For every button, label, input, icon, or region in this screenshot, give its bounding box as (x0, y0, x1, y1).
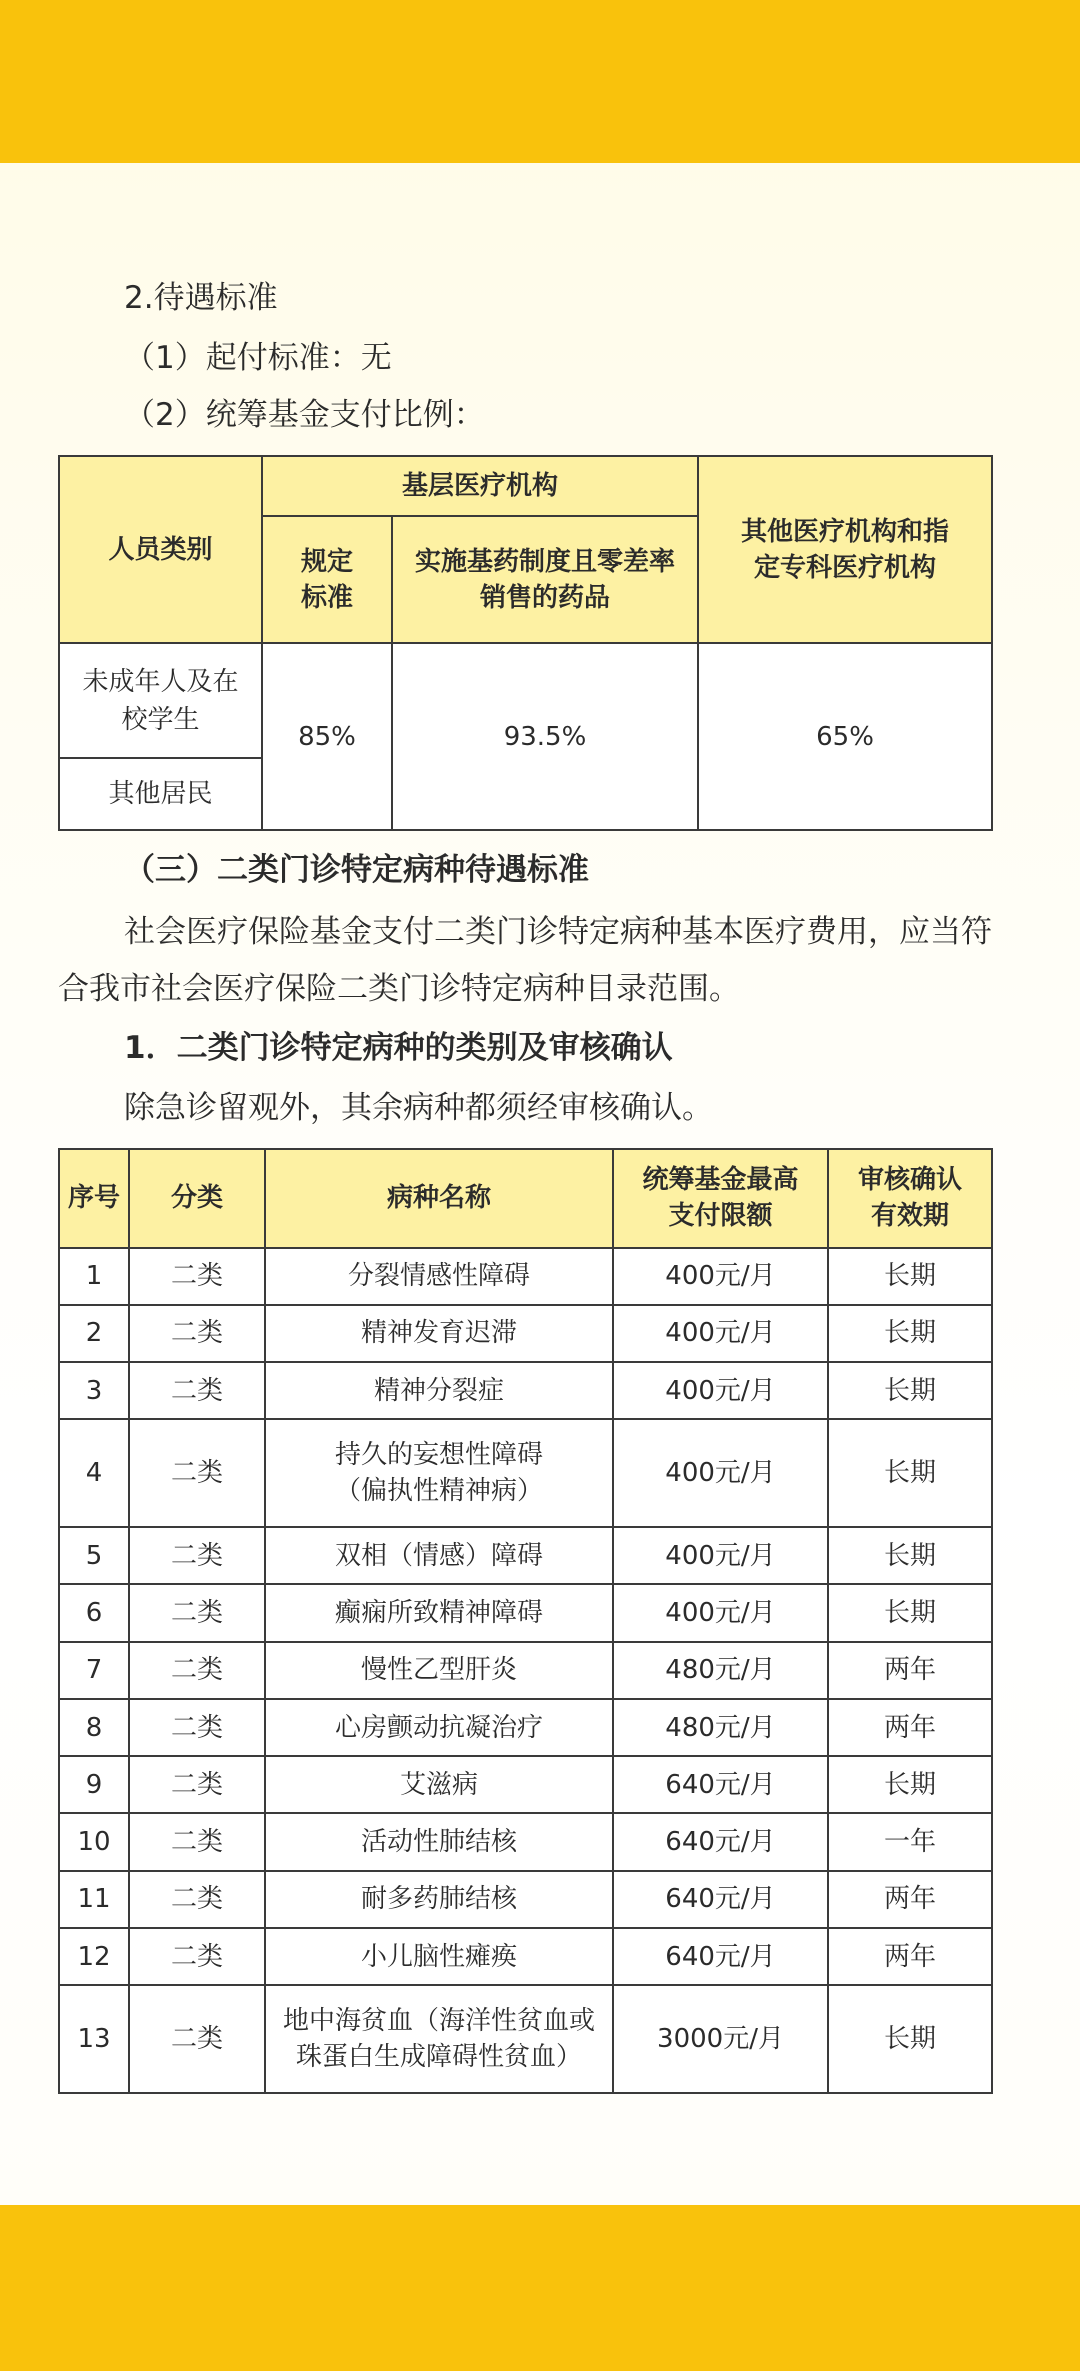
cell-disease: 艾滋病 (265, 1756, 613, 1813)
header-standard: 规定标准 (262, 516, 392, 643)
cell-class: 二类 (129, 1985, 265, 2093)
section-heading-benefit-standard: 2.待遇标准 (124, 280, 278, 316)
cell-disease: 精神发育迟滞 (265, 1305, 613, 1362)
cell-limit: 640元/月 (613, 1928, 828, 1985)
cell-index: 8 (59, 1699, 129, 1756)
cell-index: 11 (59, 1871, 129, 1928)
cell-class: 二类 (129, 1756, 265, 1813)
cell-limit: 480元/月 (613, 1642, 828, 1699)
cell-class: 二类 (129, 1248, 265, 1305)
header-other-institution: 其他医疗机构和指定专科医疗机构 (698, 456, 992, 643)
payment-ratio-table (58, 455, 993, 831)
cell-validity: 两年 (828, 1642, 992, 1699)
cell-class: 二类 (129, 1642, 265, 1699)
cell-validity: 长期 (828, 1756, 992, 1813)
section-heading-category2: （三）二类门诊特定病种待遇标准 (124, 852, 589, 888)
cell-index: 6 (59, 1584, 129, 1641)
cell-class: 二类 (129, 1813, 265, 1870)
subheading-category-review: 1．二类门诊特定病种的类别及审核确认 (124, 1030, 673, 1066)
header-max-payment: 统筹基金最高支付限额 (613, 1149, 828, 1248)
cell-class: 二类 (129, 1305, 265, 1362)
value-essential: 93.5% (392, 643, 698, 830)
cell-index: 9 (59, 1756, 129, 1813)
cell-class: 二类 (129, 1699, 265, 1756)
cell-class: 二类 (129, 1584, 265, 1641)
cell-disease: 持久的妄想性障碍（偏执性精神病） (265, 1419, 613, 1527)
cell-limit: 400元/月 (613, 1248, 828, 1305)
header-person-category: 人员类别 (59, 456, 262, 643)
cell-validity: 长期 (828, 1527, 992, 1584)
cell-validity: 长期 (828, 1305, 992, 1362)
section-paragraph: 社会医疗保险基金支付二类门诊特定病种基本医疗费用，应当符合我市社会医疗保险二类门诊特定病种目录范围。 (58, 914, 992, 1007)
table-row (59, 1527, 992, 1584)
disease-list-table (58, 1148, 993, 2094)
cell-limit: 3000元/月 (613, 1985, 828, 2093)
cell-index: 10 (59, 1813, 129, 1870)
cell-index: 1 (59, 1248, 129, 1305)
table-row (59, 1871, 992, 1928)
table-row (59, 1985, 992, 2093)
cell-disease: 双相（情感）障碍 (265, 1527, 613, 1584)
table-row (59, 1813, 992, 1870)
cell-validity: 两年 (828, 1699, 992, 1756)
review-requirement-text: 除急诊留观外，其余病种都须经审核确认。 (124, 1090, 713, 1126)
table-row (59, 1928, 992, 1985)
cell-limit: 640元/月 (613, 1756, 828, 1813)
top-banner (0, 0, 1080, 163)
cell-validity: 长期 (828, 1362, 992, 1419)
payment-ratio-line: （2）统筹基金支付比例： (124, 397, 485, 433)
cell-disease: 耐多药肺结核 (265, 1871, 613, 1928)
header-disease-name: 病种名称 (265, 1149, 613, 1248)
table-row (59, 1419, 992, 1527)
cell-validity: 两年 (828, 1928, 992, 1985)
table-row (59, 1584, 992, 1641)
table-row (59, 1305, 992, 1362)
table-row (59, 1248, 992, 1305)
cell-validity: 长期 (828, 1248, 992, 1305)
cell-limit: 400元/月 (613, 1419, 828, 1527)
table-row (59, 1362, 992, 1419)
cell-index: 4 (59, 1419, 129, 1527)
cell-validity: 一年 (828, 1813, 992, 1870)
cell-disease: 慢性乙型肝炎 (265, 1642, 613, 1699)
value-standard: 85% (262, 643, 392, 830)
cell-index: 12 (59, 1928, 129, 1985)
table-row (59, 1699, 992, 1756)
cell-index: 7 (59, 1642, 129, 1699)
cell-limit: 480元/月 (613, 1699, 828, 1756)
row-minors-students: 未成年人及在校学生 (59, 643, 262, 758)
cell-disease: 心房颤动抗凝治疗 (265, 1699, 613, 1756)
cell-disease: 癫痫所致精神障碍 (265, 1584, 613, 1641)
cell-validity: 两年 (828, 1871, 992, 1928)
table-row (59, 1642, 992, 1699)
cell-disease: 地中海贫血（海洋性贫血或珠蛋白生成障碍性贫血） (265, 1985, 613, 2093)
header-index: 序号 (59, 1149, 129, 1248)
cell-class: 二类 (129, 1362, 265, 1419)
cell-disease: 精神分裂症 (265, 1362, 613, 1419)
cell-limit: 400元/月 (613, 1305, 828, 1362)
deductible-line: （1）起付标准：无 (124, 340, 392, 376)
value-other: 65% (698, 643, 992, 830)
header-essential-drugs: 实施基药制度且零差率销售的药品 (392, 516, 698, 643)
cell-limit: 400元/月 (613, 1362, 828, 1419)
cell-validity: 长期 (828, 1985, 992, 2093)
cell-class: 二类 (129, 1419, 265, 1527)
row-other-residents: 其他居民 (59, 758, 262, 830)
cell-class: 二类 (129, 1527, 265, 1584)
cell-class: 二类 (129, 1871, 265, 1928)
header-validity: 审核确认有效期 (828, 1149, 992, 1248)
cell-class: 二类 (129, 1928, 265, 1985)
cell-index: 5 (59, 1527, 129, 1584)
header-basic-institution: 基层医疗机构 (262, 456, 698, 516)
cell-validity: 长期 (828, 1584, 992, 1641)
header-class: 分类 (129, 1149, 265, 1248)
cell-disease: 活动性肺结核 (265, 1813, 613, 1870)
cell-disease: 分裂情感性障碍 (265, 1248, 613, 1305)
cell-index: 3 (59, 1362, 129, 1419)
cell-limit: 400元/月 (613, 1527, 828, 1584)
cell-index: 2 (59, 1305, 129, 1362)
cell-disease: 小儿脑性瘫痪 (265, 1928, 613, 1985)
table-row (59, 1756, 992, 1813)
cell-validity: 长期 (828, 1419, 992, 1527)
cell-index: 13 (59, 1985, 129, 2093)
cell-limit: 640元/月 (613, 1813, 828, 1870)
bottom-banner (0, 2205, 1080, 2371)
cell-limit: 400元/月 (613, 1584, 828, 1641)
cell-limit: 640元/月 (613, 1871, 828, 1928)
